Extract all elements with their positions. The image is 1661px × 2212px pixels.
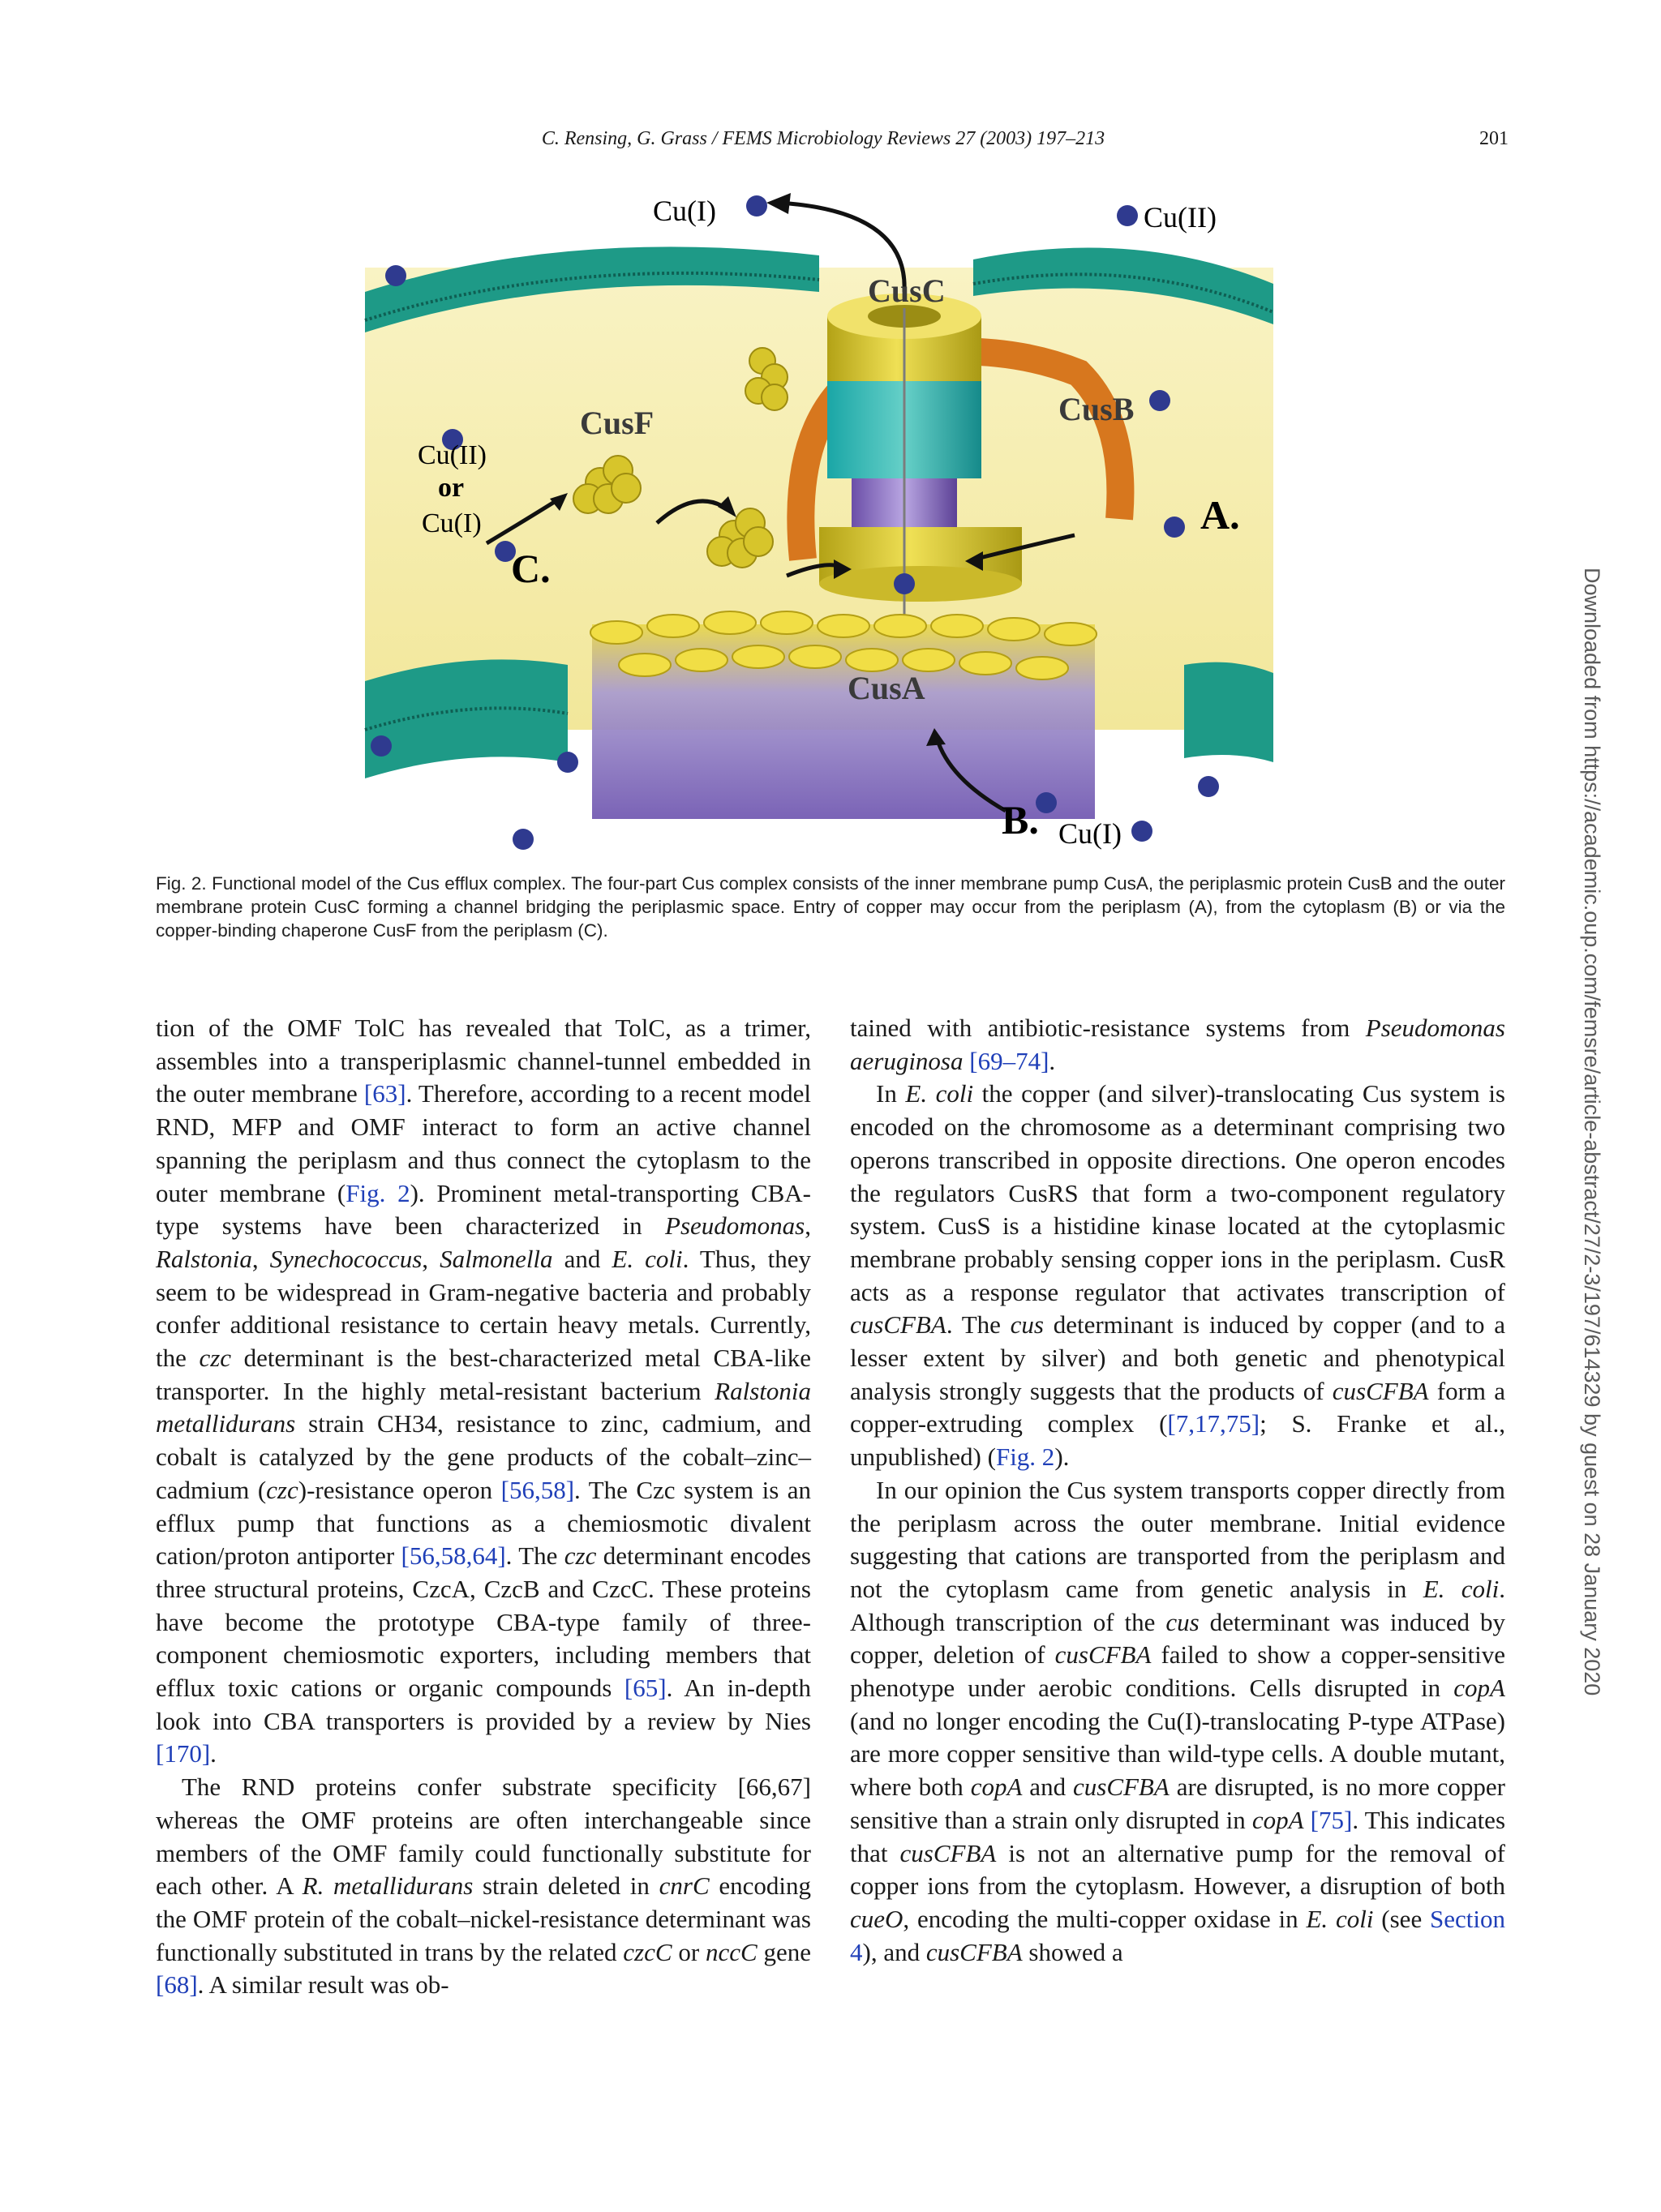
italic-term: cusCFBA (1073, 1773, 1170, 1802)
italic-term: cusCFBA (899, 1838, 997, 1867)
italic-term: copA (1453, 1674, 1505, 1703)
italic-term: czc (266, 1475, 298, 1504)
italic-term: czc (199, 1344, 232, 1373)
text-run: failed to show a copper-sensitive phenotype under aerobic conditions. Cells disrupted in (850, 1640, 1506, 1703)
text-run: In our opinion the Cus system transports copper directly from the periplasm across the outer membrane. Initial evidence suggesting that cations are transported from the periplasm and not the cytoplasm came from genetic analysis in (850, 1475, 1505, 1603)
italic-term: cusCFBA (1332, 1376, 1429, 1405)
marker-c: C. (511, 546, 551, 591)
text-run: and (1022, 1773, 1073, 1802)
text-run: determinant was induced by copper, deletion of (850, 1607, 1505, 1670)
label-cu-i-left: Cu(I) (422, 508, 482, 538)
figure-caption: Fig. 2. Functional model of the Cus efflux complex. The four-part Cus complex consists of the inner membrane pump CusA, the periplasmic protein CusB and the outer membrane protein CusC forming a channel bridging the periplasmic space. Entry of copper may occur from the periplasm (A), from the cytoplasm (B) or via the copper-binding chaperone CusF from the periplasm (C). (156, 873, 1505, 941)
italic-term: cusCFBA (1054, 1640, 1152, 1670)
italic-term: E. coli (905, 1079, 974, 1108)
reference-link[interactable]: [65] (624, 1674, 667, 1703)
text-run: is not an alternative pump for the removal of copper ions from the cytoplasm. However, a disruption of both (850, 1838, 1505, 1901)
text-run: . The (946, 1310, 1011, 1340)
text-run: the copper (and silver)-translocating Cus system is encoded on the chromosome as a determinant comprising two operons transcribed in opposite directions. One operon encodes the regulators CusRS that form a two-component regulatory system. CusS is a histidine kinase located at the cytoplasmic membrane probably sensing copper ions in the periplasm. CusR acts as a response regulator that activates transcription of (850, 1079, 1505, 1306)
text-run: (and no longer encoding the Cu(I)-translocating P-type ATPase) are more copper sensitive than wild-type cells. A double mutant, where both (850, 1706, 1505, 1802)
reference-link[interactable]: Fig. 2 (346, 1178, 410, 1207)
text-run: . (1049, 1046, 1056, 1075)
download-notice (1580, 568, 1620, 1881)
italic-term: copA (970, 1773, 1023, 1802)
right-column (850, 1012, 1505, 1969)
text-run: encoding the OMF protein of the cobalt–nickel-resistance determinant was functionally substituted in trans by the related (156, 1871, 811, 1966)
reference-link[interactable]: [7,17,75] (1167, 1409, 1260, 1438)
text-run: , (805, 1211, 811, 1241)
text-run: . This indicates that (850, 1805, 1506, 1867)
italic-term: R. metallidurans (302, 1871, 474, 1901)
text-run: gene (757, 1937, 811, 1966)
figure-illustration (324, 178, 1476, 876)
text-run: . (210, 1739, 217, 1768)
text-run: . The Czc system is an efflux pump that functions as a chemiosmotic divalent cation/proton antiporter (156, 1475, 811, 1571)
text-run: tion of the OMF TolC has revealed that TolC, as a trimer, assembles into a transperiplasmic channel-tunnel embedded in the outer membrane (156, 1014, 811, 1108)
reference-link[interactable]: Section 4 (850, 1904, 1506, 1966)
text-run: strain CH34, resistance to zinc, cadmium, and cobalt is catalyzed by the gene products of the cobalt–zinc–cadmium ( (156, 1409, 811, 1504)
text-run: ), and (862, 1937, 926, 1966)
left-paragraph-1 (156, 1012, 811, 1771)
text-run: , (251, 1244, 270, 1273)
text-run: showed a (1022, 1937, 1123, 1966)
italic-term: czcC (623, 1937, 672, 1966)
text-run: are disrupted, is no more copper sensitive than a strain only disrupted in (850, 1773, 1506, 1834)
italic-term: cus (1010, 1310, 1044, 1340)
italic-term: nccC (705, 1937, 758, 1966)
text-run: . The (505, 1541, 564, 1571)
text-run: ; S. Franke et al., unpublished) ( (850, 1409, 1505, 1472)
text-run: form a copper-extruding complex ( (850, 1376, 1505, 1438)
label-cusb: CusB (1058, 391, 1135, 427)
text-run: . Thus, they seem to be widespread in Gram-negative bacteria and probably confer additional resistance to certain heavy metals. Currently, the (156, 1244, 812, 1373)
text-run: determinant encodes three structural proteins, CzcA, CzcB and CzcC. These proteins have become the prototype CBA-type family of three-component chemiosmotic exporters, including members that efflux toxic cations or organic compounds (156, 1541, 811, 1703)
text-run: )-resistance operon (298, 1475, 501, 1504)
italic-term: Ralstonia metallidurans (156, 1376, 811, 1438)
reference-link[interactable]: Fig. 2 (995, 1443, 1055, 1472)
label-cu-i-top: Cu(I) (653, 195, 716, 227)
right-paragraph-1 (850, 1012, 1505, 1078)
label-cu-ii-top: Cu(II) (1144, 201, 1217, 234)
download-notice-text: Downloaded from https://academic.oup.com/femsre/article-abstract/27/2-3/197/614329 by guest on 28 January 2020 (1580, 568, 1604, 1696)
text-run: In (876, 1079, 906, 1108)
reference-link[interactable]: [56,58] (500, 1475, 575, 1504)
text-run: The RND proteins confer substrate specificity [66,67] whereas the OMF proteins are often interchangeable since members of the OMF family could functionally substitute for each other. A (156, 1773, 811, 1901)
italic-term: Pseudomonas (665, 1211, 805, 1241)
right-paragraph-3 (850, 1474, 1505, 1970)
text-run: determinant is the best-characterized metal CBA-like transporter. In the highly metal-resistant bacterium (156, 1344, 812, 1405)
reference-link[interactable]: [75] (1310, 1805, 1353, 1834)
text-run: or (672, 1937, 706, 1966)
text-run: (see (1373, 1904, 1431, 1933)
italic-term: Synechococcus (269, 1244, 423, 1273)
reference-link[interactable]: [170] (156, 1739, 211, 1768)
text-run: and (552, 1244, 612, 1273)
label-cusc: CusC (868, 272, 946, 309)
italic-term: cueO (850, 1904, 903, 1933)
italic-term: cusCFBA (850, 1310, 946, 1340)
text-run: ). (1054, 1443, 1070, 1472)
text-run: , encoding the multi-copper oxidase in (903, 1904, 1307, 1933)
left-paragraph-2 (156, 1771, 811, 2002)
reference-link[interactable]: [56,58,64] (401, 1541, 506, 1571)
text-run: . An in-depth look into CBA transporters is provided by a review by Nies (156, 1674, 811, 1735)
text-run: strain deleted in (473, 1871, 659, 1901)
label-or: or (438, 473, 465, 503)
label-cu-i-bottom: Cu(I) (1058, 817, 1122, 850)
marker-b: B. (1002, 797, 1039, 842)
italic-term: cus (1165, 1607, 1200, 1636)
text-run (1304, 1806, 1311, 1834)
label-cusf: CusF (580, 405, 655, 441)
marker-a: A. (1200, 492, 1240, 538)
italic-term: E. coli (612, 1244, 683, 1273)
running-head (138, 128, 1509, 161)
text-run: ). Prominent metal-transporting CBA-type systems have been characterized in (156, 1178, 811, 1241)
italic-term: cnrC (659, 1871, 710, 1901)
italic-term: Pseudomonas aeruginosa (850, 1014, 1505, 1075)
italic-term: E. coli (1423, 1574, 1500, 1603)
text-run: tained with antibiotic-resistance systems from (850, 1014, 1366, 1042)
text-run: . Although transcription of the (850, 1574, 1506, 1636)
text-run: , (422, 1244, 440, 1273)
italic-term: copA (1251, 1805, 1304, 1834)
cusa-pump (590, 611, 1097, 819)
text-run: . A similar result was ob- (197, 1970, 449, 2000)
italic-term: E. coli (1306, 1904, 1374, 1933)
italic-term: Ralstonia (156, 1244, 252, 1273)
text-run: . Therefore, according to a recent model RND, MFP and OMF interact to form an active channel spanning the periplasm and thus connect the cytoplasm to the outer membrane ( (156, 1079, 811, 1207)
label-cu-ii-left: Cu(II) (418, 440, 487, 470)
text-run: determinant is induced by copper (and to a lesser extent by silver) and both genetic and phenotypical analysis strongly suggests that the products of (850, 1310, 1505, 1405)
reference-link[interactable]: [68] (156, 1970, 198, 2000)
running-title: C. Rensing, G. Grass / FEMS Microbiology Reviews 27 (2003) 197–213 (541, 128, 1105, 149)
italic-term: cusCFBA (925, 1937, 1023, 1966)
figure-cus-efflux-model (324, 178, 1476, 876)
italic-term: czc (564, 1541, 597, 1571)
reference-link[interactable]: [69–74] (969, 1046, 1049, 1075)
page-number: 201 (1479, 128, 1509, 149)
italic-term: Salmonella (440, 1244, 553, 1273)
right-paragraph-2 (850, 1078, 1505, 1473)
left-column (156, 1012, 811, 2002)
reference-link[interactable]: [63] (363, 1079, 406, 1108)
label-cusa: CusA (848, 670, 925, 706)
